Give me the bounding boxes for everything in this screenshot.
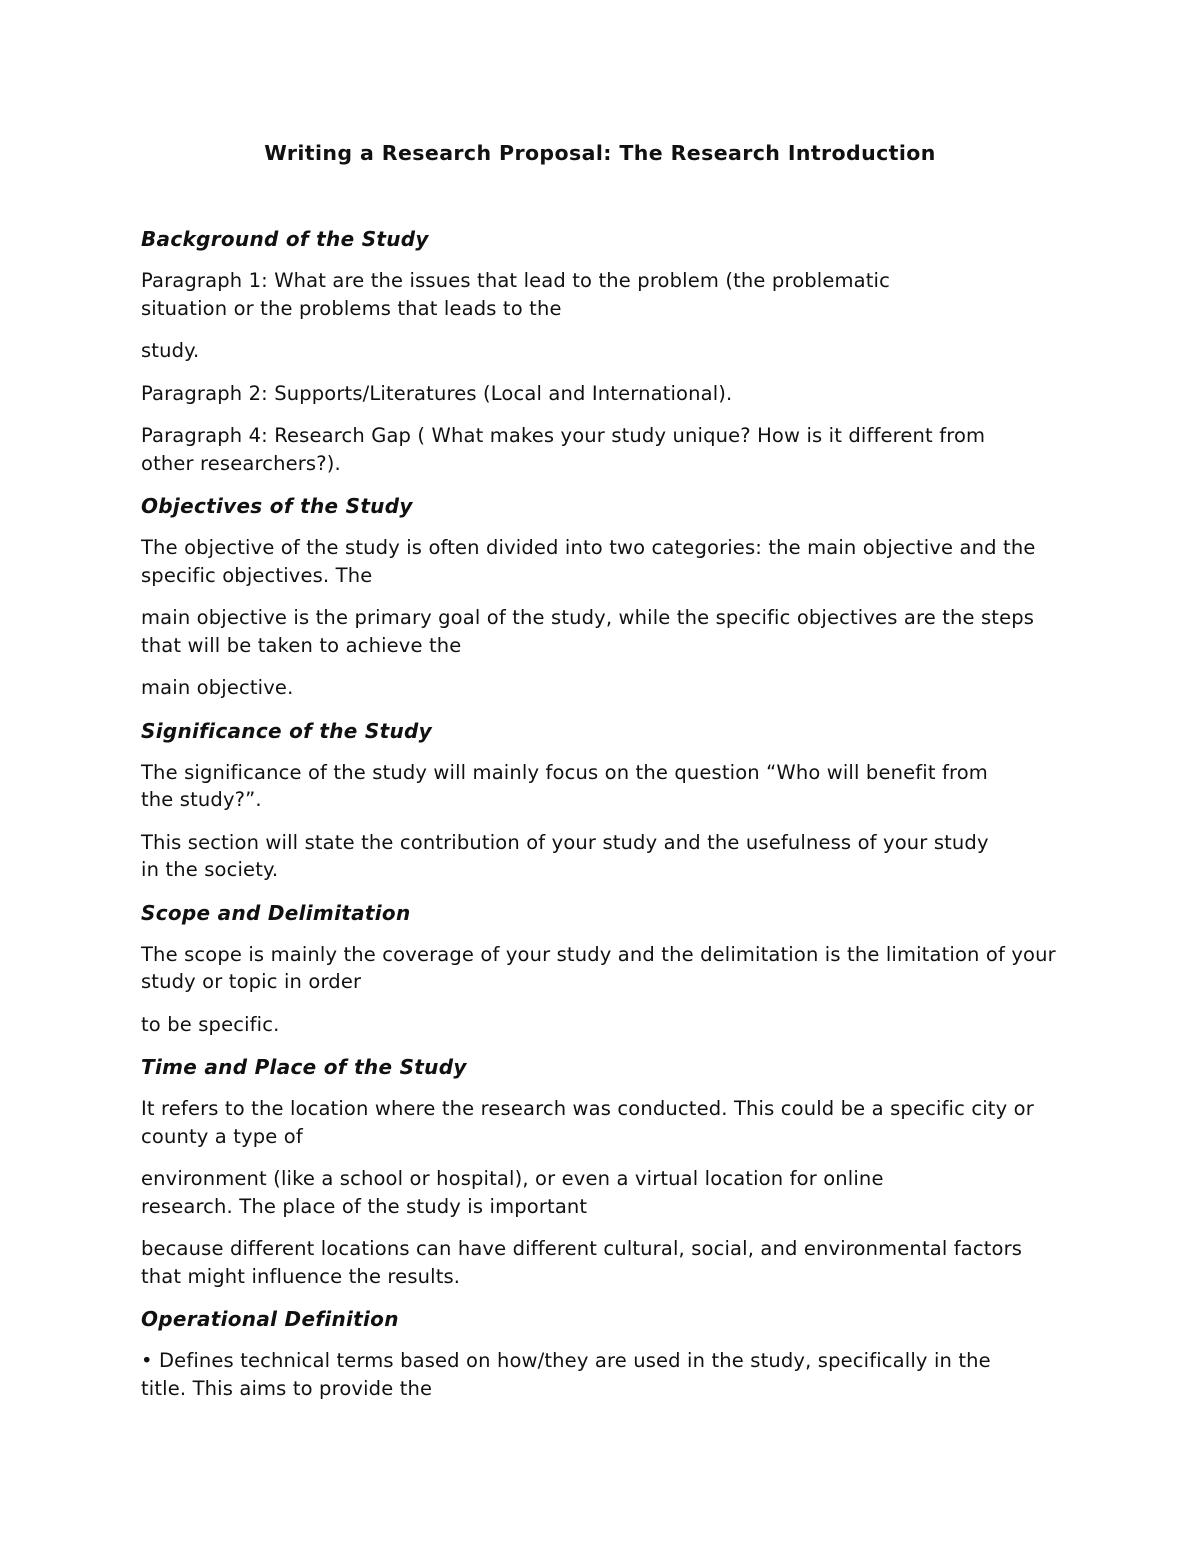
paragraph: to be specific. <box>141 1012 280 1036</box>
paragraph: Paragraph 4: Research Gap ( What makes your study unique? How is it different from other researchers?). <box>141 424 986 475</box>
section-heading: Scope and Delimitation <box>141 900 411 925</box>
section-scope <box>141 899 1061 1039</box>
section-operational-definition <box>141 1305 1061 1402</box>
paragraph: The significance of the study will mainly focus on the question “Who will benefit from the study?”. <box>141 760 988 811</box>
paragraph: It refers to the location where the research was conducted. This could be a specific city or county a type of <box>141 1097 1034 1148</box>
section-heading: Significance of the Study <box>141 718 432 743</box>
section-significance <box>141 717 1061 884</box>
section-time-place <box>141 1053 1061 1290</box>
section-background <box>141 225 1061 477</box>
section-heading: Objectives of the Study <box>141 494 413 518</box>
paragraph: This section will state the contribution of your study and the usefulness of your study in the society. <box>141 830 989 881</box>
section-objectives <box>141 492 1061 702</box>
document-body <box>141 225 1061 1417</box>
paragraph: main objective. <box>141 676 294 699</box>
paragraph: study. <box>141 339 200 362</box>
bullet-paragraph: • Defines technical terms based on how/they are used in the study, specifically in the title. This aims to provide the <box>141 1349 991 1400</box>
document-title: Writing a Research Proposal: The Research Introduction <box>264 141 936 165</box>
section-heading: Time and Place of the Study <box>141 1055 467 1079</box>
paragraph: main objective is the primary goal of the study, while the specific objectives are the steps that will be taken to achieve the <box>141 606 1035 657</box>
paragraph: The scope is mainly the coverage of your study and the delimitation is the limitation of your study or topic in order <box>141 942 1056 993</box>
paragraph: environment (like a school or hospital), or even a virtual location for online research. The place of the study is important <box>141 1167 884 1218</box>
paragraph: The objective of the study is often divided into two categories: the main objective and the specific objectives. The <box>141 536 1036 587</box>
section-heading: Background of the Study <box>141 227 429 251</box>
paragraph: because different locations can have different cultural, social, and environmental factors that might influence the results. <box>141 1237 1023 1288</box>
section-heading: Operational Definition <box>141 1307 399 1331</box>
paragraph: Paragraph 2: Supports/Literatures (Local and International). <box>141 381 733 405</box>
paragraph: Paragraph 1: What are the issues that lead to the problem (the problematic situation or the problems that leads to the <box>141 269 890 320</box>
